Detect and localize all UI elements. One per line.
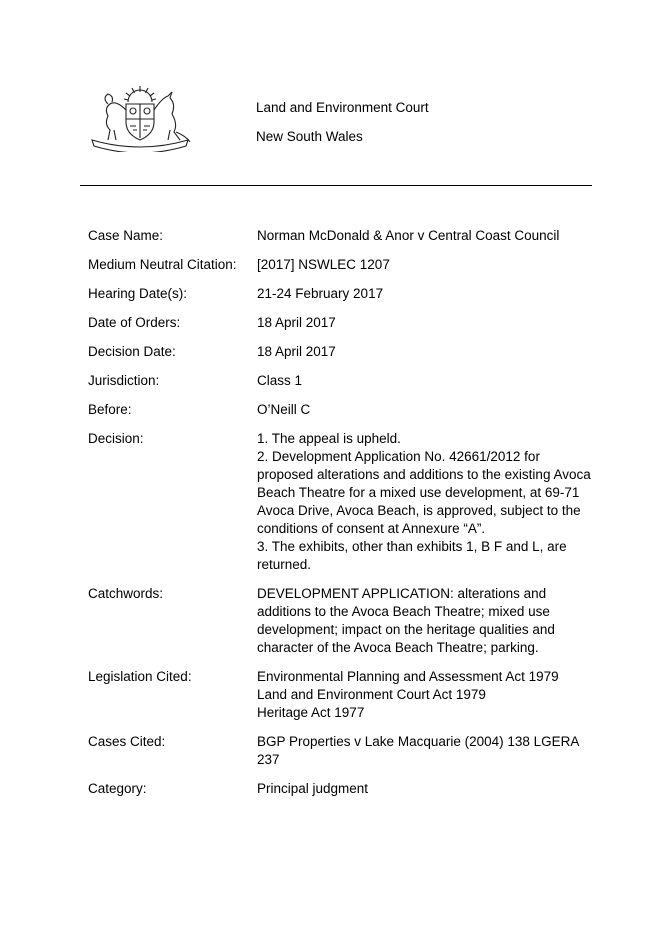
nsw-coat-of-arms-logo	[86, 80, 194, 152]
decision-row	[88, 430, 598, 574]
category-row	[88, 780, 598, 798]
jurisdiction-label: Jurisdiction:	[88, 373, 160, 388]
legislation-row	[88, 668, 598, 722]
legislation-item: Heritage Act 1977	[257, 705, 365, 720]
catchwords-label: Catchwords:	[88, 586, 164, 601]
court-state: New South Wales	[256, 129, 363, 144]
orders-row	[88, 314, 598, 332]
jurisdiction-value: Class 1	[257, 373, 303, 388]
orders-value: 18 April 2017	[257, 315, 336, 330]
category-label: Category:	[88, 781, 147, 796]
catchwords-value: DEVELOPMENT APPLICATION: alterations and additions to the Avoca Beach Theatre; mixed use development; impact on the heritage qualities and character of the Avoca Beach Theatre; parking.	[257, 586, 555, 655]
court-header	[256, 99, 429, 157]
citation-label: Medium Neutral Citation:	[88, 257, 237, 272]
hearing-label: Hearing Date(s):	[88, 286, 188, 301]
decision-date-row	[88, 343, 598, 361]
hearing-row	[88, 285, 598, 303]
decision-order-item: 1. The appeal is upheld.	[257, 431, 401, 446]
citation-value: [2017] NSWLEC 1207	[257, 257, 390, 272]
category-value: Principal judgment	[257, 781, 369, 796]
court-name: Land and Environment Court	[256, 100, 429, 115]
orders-label: Date of Orders:	[88, 315, 181, 330]
case-name-row	[88, 227, 598, 245]
decision-date-label: Decision Date:	[88, 344, 176, 359]
legislation-label: Legislation Cited:	[88, 669, 192, 684]
header-divider	[80, 185, 592, 186]
before-label: Before:	[88, 402, 132, 417]
legislation-item: Land and Environment Court Act 1979	[257, 687, 486, 702]
before-row	[88, 401, 598, 419]
legislation-list	[257, 668, 598, 722]
jurisdiction-row	[88, 372, 598, 390]
case-name-label: Case Name:	[88, 228, 164, 243]
case-metadata	[88, 227, 598, 809]
legislation-item: Environmental Planning and Assessment Act 1979	[257, 669, 559, 684]
decision-orders	[257, 430, 598, 574]
decision-label: Decision:	[88, 431, 144, 446]
catchwords-row	[88, 585, 598, 657]
cases-row	[88, 733, 598, 769]
cases-value: BGP Properties v Lake Macquarie (2004) 138 LGERA 237	[257, 734, 579, 767]
before-value: O’Neill C	[257, 402, 311, 417]
decision-date-value: 18 April 2017	[257, 344, 336, 359]
decision-order-item: 3. The exhibits, other than exhibits 1, B F and L, are returned.	[257, 539, 567, 572]
citation-row	[88, 256, 598, 274]
cases-label: Cases Cited:	[88, 734, 166, 749]
case-name-value: Norman McDonald & Anor v Central Coast Council	[257, 228, 560, 243]
hearing-value: 21-24 February 2017	[257, 286, 384, 301]
decision-order-item: 2. Development Application No. 42661/2012 for proposed alterations and additions to the existing Avoca Beach Theatre for a mixed use development, at 69-71 Avoca Drive, Avoca Beach, is approved, subject to the conditions of consent at Annexure “A”.	[257, 449, 591, 536]
